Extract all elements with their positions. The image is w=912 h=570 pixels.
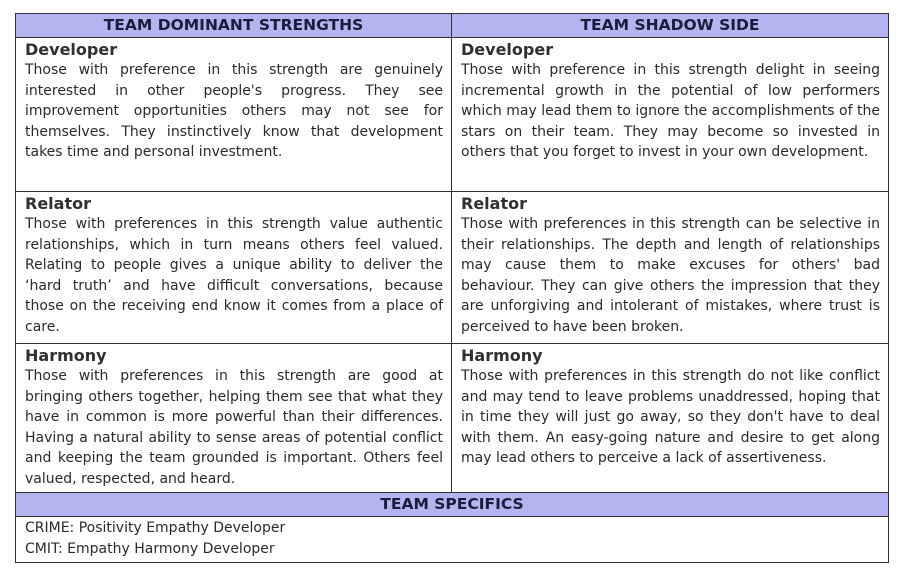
shadow-description: Those with preference in this strength delight in seeing incremental growth in the potential of low performers which may lead them to ignore the accomplishments of the stars on their team. They may become so invested in others that you forget to invest in your own development. — [461, 62, 880, 161]
strength-cell — [16, 192, 452, 344]
shadow-description: Those with preferences in this strength can be selective in their relationships. The depth and length of relationships may cause them to make excuses for others' bad behaviour. They can give others the impression that they are unforgiving and intolerant of mistakes, where trust is perceived to have been broken. — [461, 216, 880, 335]
strength-title: Developer — [25, 40, 118, 59]
table-header-row — [16, 14, 889, 38]
header-shadow-side: TEAM SHADOW SIDE — [452, 14, 889, 38]
strength-description: Those with preferences in this strength value authentic relationships, which in turn means others feel valued. Relating to people gives a unique ability to deliver the ‘hard truth’ and have difficult conversations, because those on the receiving end know it comes from a place of care. — [25, 216, 443, 335]
table-row — [16, 192, 889, 344]
team-specifics-line: CRIME: Positivity Empathy Developer — [25, 519, 286, 536]
specifics-header-row — [16, 492, 889, 516]
shadow-cell — [452, 38, 889, 192]
table-row — [16, 344, 889, 493]
table-row — [16, 38, 889, 192]
strength-cell — [16, 344, 452, 493]
strength-description: Those with preferences in this strength are good at bringing others together, helping them see that what they have in common is more powerful than their differences. Having a natural ability to sense areas of potential conflict and keeping the team grounded is important. Others feel valued, respected, and heard. — [25, 368, 443, 487]
team-specifics-line: CMIT: Empathy Harmony Developer — [25, 540, 275, 557]
strength-description: Those with preference in this strength are genuinely interested in other people's progress. They see improvement opportunities others may not see for themselves. They instinctively know that development takes time and personal investment. — [25, 62, 443, 161]
strength-title: Harmony — [25, 346, 107, 365]
header-dominant-strengths: TEAM DOMINANT STRENGTHS — [16, 14, 452, 38]
shadow-cell — [452, 344, 889, 493]
shadow-title: Harmony — [461, 346, 543, 365]
specifics-row — [16, 516, 889, 562]
strengths-table — [15, 13, 889, 563]
team-specifics-cell — [16, 516, 889, 562]
strength-cell — [16, 38, 452, 192]
strength-title: Relator — [25, 194, 91, 213]
shadow-title: Developer — [461, 40, 554, 59]
shadow-cell — [452, 192, 889, 344]
shadow-description: Those with preferences in this strength do not like conflict and may tend to leave problems unaddressed, hoping that in time they will just go away, so they don't have to deal with them. An easy-going nature and desire to get along may lead others to perceive a lack of assertiveness. — [461, 368, 880, 467]
shadow-title: Relator — [461, 194, 527, 213]
header-team-specifics: TEAM SPECIFICS — [16, 492, 889, 516]
